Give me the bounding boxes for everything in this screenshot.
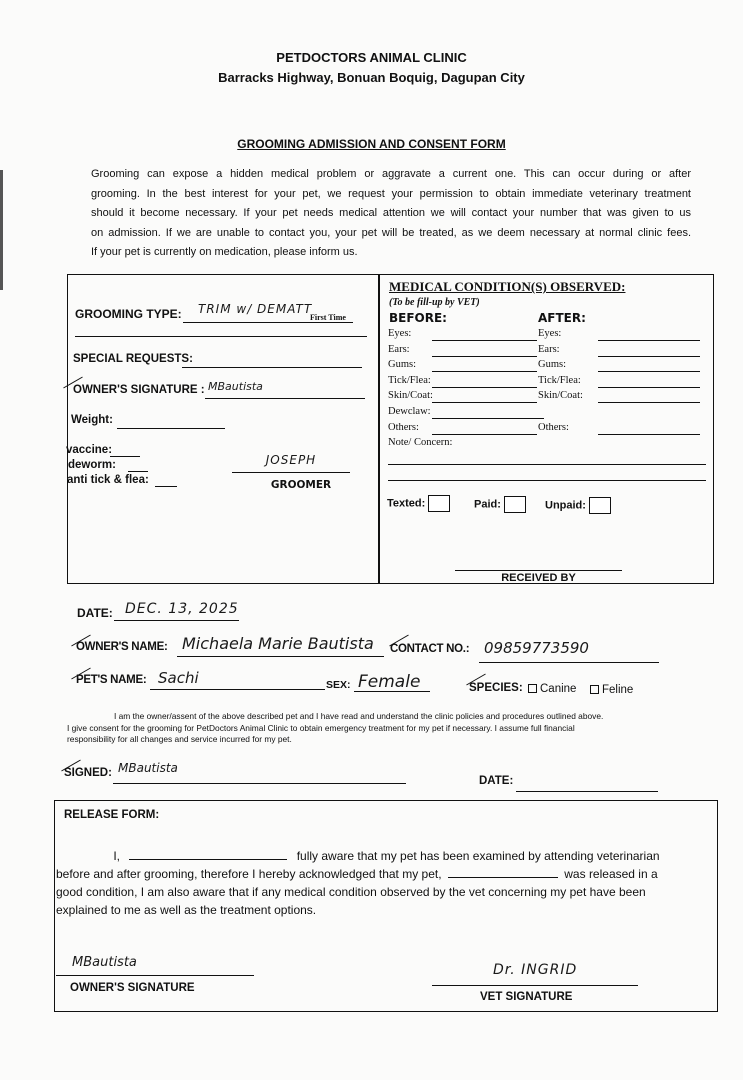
signed-label: SIGNED: bbox=[64, 767, 112, 779]
grooming-type-label: GROOMING TYPE: bbox=[75, 307, 182, 321]
deworm-label: deworm: bbox=[68, 459, 116, 471]
before-field-line[interactable] bbox=[432, 340, 537, 341]
vaccine-line[interactable] bbox=[110, 456, 140, 457]
note-line-2[interactable] bbox=[388, 480, 706, 481]
clinic-address: Barracks Highway, Bonuan Boquig, Dagupan City bbox=[218, 70, 525, 85]
owner-name-label: OWNER'S NAME: bbox=[76, 641, 168, 653]
release-title: RELEASE FORM: bbox=[64, 809, 160, 821]
consent-line: I give consent for the grooming for PetDoctors Animal Clinic to obtain emergency treatment for my pet if necessary. I assume full financial bbox=[67, 722, 575, 733]
note-line-1[interactable] bbox=[388, 464, 706, 465]
pet-name-line bbox=[150, 689, 325, 690]
canine-label: Canine bbox=[540, 683, 577, 695]
release-text: before and after grooming, therefore I hereby acknowledged that my pet, bbox=[56, 867, 442, 881]
before-field-label: Others: bbox=[388, 421, 419, 433]
unpaid-field bbox=[545, 497, 611, 514]
after-label: AFTER: bbox=[538, 311, 586, 325]
groomer-line bbox=[232, 472, 350, 473]
release-owner-signature-value[interactable]: MBautista bbox=[72, 955, 137, 970]
release-text: fully aware that my pet has been examined by attending veterinarian bbox=[296, 849, 660, 863]
species-option-feline[interactable] bbox=[590, 684, 633, 696]
anti-tick-label: anti tick & flea: bbox=[67, 474, 149, 486]
medical-title: MEDICAL CONDITION(S) OBSERVED: bbox=[389, 279, 626, 294]
intro-paragraph bbox=[91, 165, 691, 263]
before-field-line[interactable] bbox=[432, 402, 537, 403]
intro-line: If your pet is currently on medication, please inform us. bbox=[91, 246, 358, 258]
weight-label: Weight: bbox=[71, 414, 113, 426]
species-option-canine[interactable] bbox=[528, 683, 576, 695]
canine-checkbox[interactable] bbox=[528, 684, 537, 693]
release-owner-signature-line bbox=[56, 975, 254, 976]
deworm-line[interactable] bbox=[128, 471, 148, 472]
before-field-label: Ears: bbox=[388, 343, 410, 355]
received-by-line[interactable] bbox=[455, 570, 622, 571]
groomer-label: GROOMER bbox=[270, 479, 332, 491]
sex-value[interactable]: Female bbox=[358, 672, 421, 692]
consent-line: I am the owner/assent of the above described pet and I have read and understand the clinic policies and procedures outlined above. bbox=[114, 711, 604, 721]
date-line bbox=[114, 620, 239, 621]
release-prefix: I, bbox=[113, 849, 120, 863]
vet-signature-value: Dr. INGRID bbox=[493, 962, 578, 978]
consent-date-line[interactable] bbox=[516, 791, 658, 792]
before-field-label: Gums: bbox=[388, 359, 417, 371]
release-owner-name-line[interactable] bbox=[129, 849, 287, 860]
after-field-line[interactable] bbox=[598, 434, 700, 435]
after-field-label: Eyes: bbox=[538, 328, 562, 339]
release-line-2 bbox=[56, 865, 710, 883]
after-field-line[interactable] bbox=[598, 387, 700, 388]
sex-label: SEX: bbox=[326, 679, 351, 691]
release-text: was released in a bbox=[564, 867, 658, 881]
after-field-label: Others: bbox=[538, 421, 569, 433]
intro-line: should it become necessary. If your pet needs medical attention we will contact your number that was given to us bbox=[91, 207, 691, 219]
consent-paragraph bbox=[67, 711, 717, 746]
after-field-line[interactable] bbox=[598, 371, 700, 372]
owner-signature-value[interactable]: MBautista bbox=[208, 380, 263, 393]
contact-label: CONTACT NO.: bbox=[390, 643, 470, 655]
weight-line[interactable] bbox=[117, 428, 225, 429]
texted-checkbox[interactable] bbox=[428, 495, 450, 512]
after-field-line[interactable] bbox=[598, 340, 700, 341]
signed-line bbox=[113, 783, 406, 784]
texted-label: Texted: bbox=[387, 497, 426, 510]
intro-line: Grooming can expose a hidden medical problem or aggravate a current one. This can occur during or after bbox=[91, 168, 691, 180]
before-field-line[interactable] bbox=[432, 371, 537, 372]
groomer-name: JOSEPH bbox=[265, 453, 317, 467]
release-pet-name-line[interactable] bbox=[448, 867, 558, 878]
grooming-type-line bbox=[183, 322, 353, 323]
release-line-4: explained to me as well as the treatment options. bbox=[56, 903, 317, 917]
panel-divider bbox=[378, 275, 380, 583]
before-field-label: Tick/Flea: bbox=[388, 374, 431, 386]
date-value[interactable]: DEC. 13, 2025 bbox=[125, 601, 239, 617]
signed-value[interactable]: MBautista bbox=[118, 761, 178, 775]
consent-date-label: DATE: bbox=[479, 775, 514, 787]
vet-signature-label: VET SIGNATURE bbox=[480, 991, 573, 1003]
before-field-label: Eyes: bbox=[388, 328, 412, 339]
before-field-label: Dewclaw: bbox=[388, 406, 431, 417]
unpaid-checkbox[interactable] bbox=[589, 497, 611, 514]
consent-line: responsibility for all changes and service incurred for my pet. bbox=[67, 734, 292, 744]
intro-line: on admission. If we are unable to contact you, your pet will be treated, as we deem necessary at normal clinic fees. bbox=[91, 226, 691, 239]
scan-edge-shadow bbox=[0, 170, 3, 290]
before-field-line[interactable] bbox=[432, 387, 537, 388]
after-field-label: Skin/Coat: bbox=[538, 390, 583, 402]
special-requests-label: SPECIAL REQUESTS: bbox=[73, 353, 193, 365]
before-field-label: Skin/Coat: bbox=[388, 390, 433, 402]
paid-field bbox=[474, 496, 526, 513]
owner-signature-label: OWNER'S SIGNATURE : bbox=[73, 384, 205, 396]
after-field-label: Ears: bbox=[538, 343, 560, 355]
paid-checkbox[interactable] bbox=[504, 496, 526, 513]
pet-name-value[interactable]: Sachi bbox=[158, 669, 199, 687]
note-concern-label: Note/ Concern: bbox=[388, 437, 453, 449]
medical-subtitle: (To be fill-up by VET) bbox=[389, 297, 480, 308]
grooming-type-note: First Time bbox=[310, 313, 346, 322]
paid-label: Paid: bbox=[474, 498, 501, 511]
grooming-type-line-2 bbox=[75, 336, 367, 337]
release-owner-signature-label: OWNER'S SIGNATURE bbox=[70, 982, 195, 994]
contact-value[interactable]: 09859773590 bbox=[484, 639, 589, 657]
feline-label: Feline bbox=[602, 684, 634, 696]
feline-checkbox[interactable] bbox=[590, 685, 599, 694]
vaccine-label: vaccine: bbox=[66, 444, 113, 456]
release-line-3: good condition, I am also aware that if any medical condition observed by the vet concerning my pet have been bbox=[56, 885, 646, 899]
clinic-name: PETDOCTORS ANIMAL CLINIC bbox=[276, 50, 467, 65]
after-field-line[interactable] bbox=[598, 402, 700, 403]
form-title: GROOMING ADMISSION AND CONSENT FORM bbox=[237, 137, 506, 151]
after-field-line[interactable] bbox=[598, 356, 700, 357]
intro-line: grooming. In the best interest for your pet, we request your permission to obtain immediate veterinary treatment bbox=[91, 187, 691, 200]
grooming-type-value[interactable]: TRIM w/ DEMATT bbox=[198, 302, 313, 316]
species-label: SPECIES: bbox=[469, 682, 523, 694]
pet-name-label: PET'S NAME: bbox=[76, 674, 147, 686]
date-label: DATE: bbox=[77, 606, 113, 620]
vet-signature-line bbox=[432, 985, 638, 986]
before-field-line[interactable] bbox=[432, 418, 544, 419]
owner-name-value[interactable]: Michaela Marie Bautista bbox=[182, 634, 374, 653]
release-paragraph bbox=[56, 847, 710, 919]
before-label: BEFORE: bbox=[389, 311, 447, 325]
received-by-label: RECEIVED BY bbox=[501, 572, 576, 584]
before-field-line[interactable] bbox=[432, 356, 537, 357]
before-field-line[interactable] bbox=[432, 434, 537, 435]
owner-name-line bbox=[177, 656, 384, 657]
after-field-label: Gums: bbox=[538, 359, 567, 371]
release-line-1 bbox=[56, 847, 710, 865]
after-field-label: Tick/Flea: bbox=[538, 374, 581, 386]
unpaid-label: Unpaid: bbox=[545, 499, 586, 512]
texted-field bbox=[387, 495, 450, 512]
owner-signature-line bbox=[205, 398, 365, 399]
contact-line bbox=[479, 662, 659, 663]
special-requests-line[interactable] bbox=[182, 367, 362, 368]
anti-tick-line[interactable] bbox=[155, 486, 177, 487]
